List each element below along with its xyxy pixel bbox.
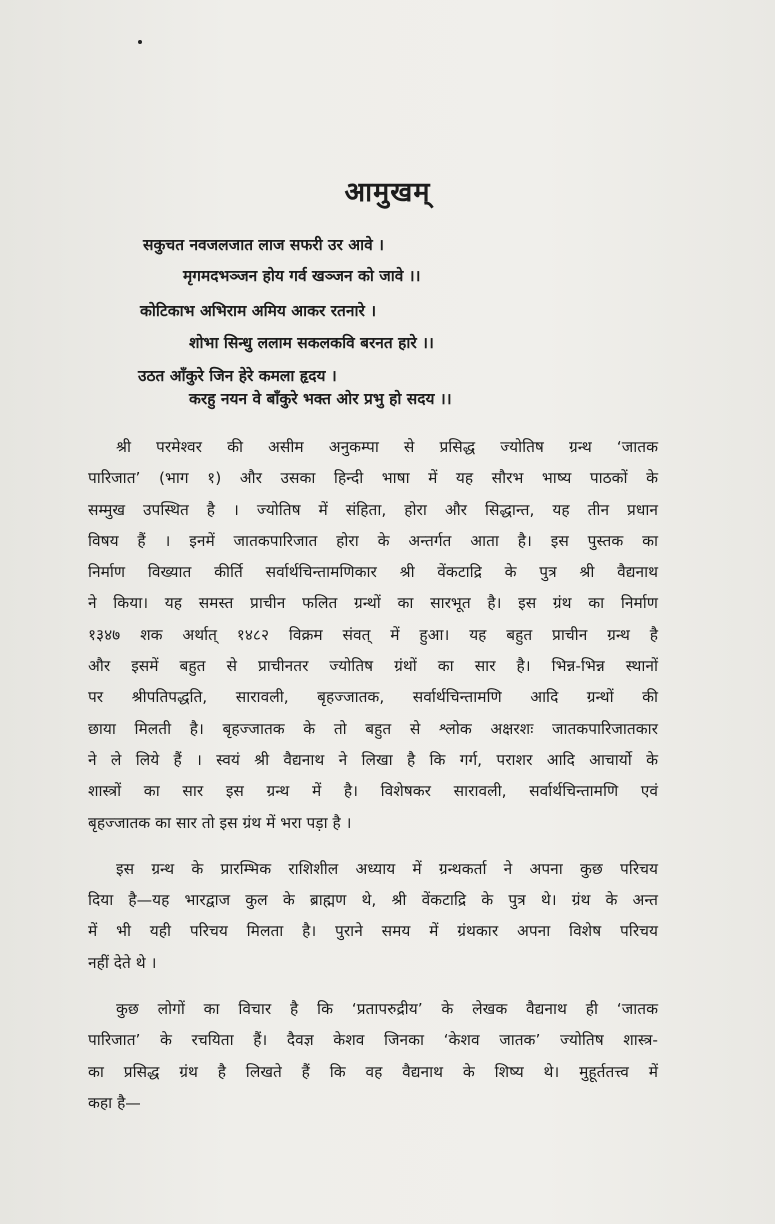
text-line: का प्रसिद्ध ग्रंथ है लिखते हैं कि वह वैद्यनाथ के शिष्य थे। मुहूर्ततत्त्व में <box>88 1062 658 1081</box>
text-line: नहीं देते थे । <box>88 953 157 972</box>
verse-line: करहु नयन वे बाँकुरे भक्त ओर प्रभु हो सदय ।। <box>189 390 452 408</box>
verse-line: उठत आँकुरे जिन हेरे कमला हृदय । <box>138 367 337 385</box>
paragraph-3 <box>88 994 658 1119</box>
text-line: पारिजात’ के रचयिता हैं। दैवज्ञ केशव जिनका ‘केशव जातक’ ज्योतिष शास्त्र- <box>88 1031 658 1050</box>
text-line: छाया मिलती है। बृहज्जातक के तो बहुत से श्लोक अक्षरशः जातकपारिजातकार <box>88 719 658 738</box>
text-line: श्री परमेश्वर की असीम अनुकम्पा से प्रसिद्ध ज्योतिष ग्रन्थ ‘जातक <box>116 438 658 456</box>
text-line: कुछ लोगों का विचार है कि ‘प्रतापरुद्रीय’ के लेखक वैद्यनाथ ही ‘जातक <box>116 1000 658 1019</box>
text-line: इस ग्रन्थ के प्रारम्भिक राशिशील अध्याय में ग्रन्थकर्ता ने अपना कुछ परिचय <box>116 859 658 878</box>
text-line: पारिजात’ (भाग १) और उसका हिन्दी भाषा में यह सौरभ भाष्य पाठकों के <box>88 469 658 488</box>
text-line: शास्त्रों का सार इस ग्रन्थ में है। विशेषकर सारावली, सर्वार्थचिन्तामणि एवं <box>88 782 658 801</box>
text-line: ने किया। यह समस्त प्राचीन फलित ग्रन्थों का सारभूत है। इस ग्रंथ का निर्माण <box>88 594 658 613</box>
text-line: १३४७ शक अर्थात् १४८२ विक्रम संवत् में हुआ। यह बहुत प्राचीन ग्रन्थ है <box>88 625 658 644</box>
body-text <box>88 432 658 1119</box>
text-line: निर्माण विख्यात कीर्ति सर्वार्थचिन्तामणिकार श्री वेंकटाद्रि के पुत्र श्री वैद्यनाथ <box>88 563 658 582</box>
text-line: और इसमें बहुत से प्राचीनतर ज्योतिष ग्रंथों का सार है। भिन्न-भिन्न स्थानों <box>88 657 658 676</box>
paragraph-2 <box>88 854 658 979</box>
verse-line: सकुचत नवजलजात लाज सफरी उर आवे । <box>143 236 384 254</box>
text-line: दिया है—यह भारद्वाज कुल के ब्राह्मण थे, श्री वेंकटाद्रि के पुत्र थे। ग्रंथ के अन्त <box>88 891 658 910</box>
text-line: विषय हैं । इनमें जातकपारिजात होरा के अन्तर्गत आता है। इस पुस्तक का <box>88 531 658 550</box>
page-title: आमुखम् <box>344 177 431 208</box>
text-line: पर श्रीपतिपद्धति, सारावली, बृहज्जातक, सर्वार्थचिन्तामणि आदि ग्रन्थों की <box>88 688 658 707</box>
text-line: कहा है— <box>88 1093 141 1112</box>
text-line: बृहज्जातक का सार तो इस ग्रंथ में भरा पड़ा है । <box>88 813 352 832</box>
verse-line: मृगमदभञ्जन होय गर्व खञ्जन को जावे ।। <box>183 267 421 285</box>
paragraph-1 <box>88 432 658 839</box>
ink-dot <box>138 40 142 44</box>
text-line: में भी यही परिचय मिलता है। पुराने समय में ग्रंथकार अपना विशेष परिचय <box>88 922 658 941</box>
text-line: सम्मुख उपस्थित है । ज्योतिष में संहिता, होरा और सिद्धान्त, यह तीन प्रधान <box>88 500 658 519</box>
verse-line: शोभा सिन्धु ललाम सकलकवि बरनत हारे ।। <box>189 334 434 352</box>
verse-line: कोटिकाभ अभिराम अमिय आकर रतनारे । <box>140 302 377 320</box>
text-line: ने ले लिये हैं । स्वयं श्री वैद्यनाथ ने लिखा है कि गर्ग, पराशर आदि आचार्यो के <box>88 750 658 769</box>
